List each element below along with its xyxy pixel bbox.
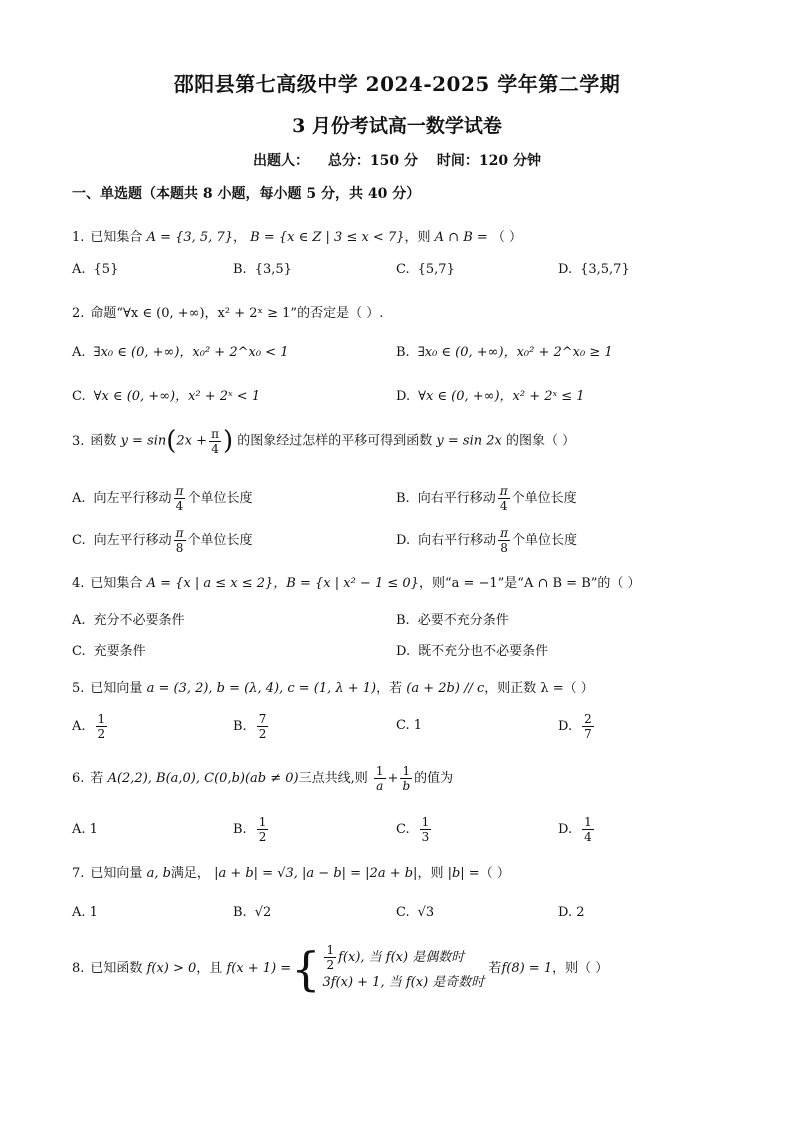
math-text: ，且 bbox=[196, 961, 223, 976]
math-text: C. bbox=[72, 533, 86, 548]
math-text: a, b bbox=[146, 866, 171, 881]
math-text: π bbox=[500, 526, 508, 540]
exam-title-subject: 3 月份考试高一数学试卷 bbox=[292, 115, 502, 137]
math-text: 3f(x) + 1, 当 f(x) 是奇数时 bbox=[322, 975, 485, 990]
math-text: 向左平行移动 bbox=[93, 491, 172, 506]
math-text: 个单位长度 bbox=[187, 533, 253, 548]
math-text bbox=[322, 943, 484, 972]
math-text: 1 bbox=[584, 815, 592, 829]
math-text: C. bbox=[72, 644, 86, 659]
math-text: 已知向量 bbox=[90, 681, 143, 696]
math-text: 4 bbox=[499, 499, 508, 513]
q5-option-a[interactable] bbox=[72, 712, 109, 741]
math-text: 已知向量 bbox=[90, 866, 143, 881]
math-text: 2 bbox=[326, 958, 335, 972]
math-text bbox=[96, 712, 108, 741]
math-text: 3. bbox=[72, 433, 85, 449]
intersection-expr: A ∩ B = bbox=[434, 230, 488, 245]
math-text: A. bbox=[72, 345, 86, 360]
math-text: 已知集合 bbox=[90, 230, 143, 245]
math-text bbox=[498, 526, 510, 555]
math-text: 1 bbox=[258, 815, 267, 829]
math-text: y = sin bbox=[120, 433, 167, 449]
math-text: 4 bbox=[584, 830, 592, 844]
math-text: ，若 bbox=[376, 681, 403, 696]
math-text: 必要不充分条件 bbox=[417, 613, 509, 628]
math-text: 2 bbox=[258, 727, 267, 741]
math-text: A. bbox=[72, 262, 86, 277]
math-text: ∃x₀ ∈ (0, +∞)，x₀² + 2^x₀ ≥ 1 bbox=[417, 345, 613, 360]
math-text: 8 bbox=[500, 541, 508, 555]
math-text: D. bbox=[396, 389, 411, 404]
q3-option-b[interactable] bbox=[396, 484, 577, 513]
math-text: 8 bbox=[175, 541, 184, 555]
math-text: 向左平行移动 bbox=[93, 533, 172, 548]
math-text: A(2,2), B(a,0), C(0,b)(ab ≠ 0) bbox=[107, 771, 299, 786]
math-text: B. bbox=[396, 345, 410, 360]
q7-option-d[interactable] bbox=[558, 905, 585, 920]
math-text: ( bbox=[166, 426, 177, 456]
q4-option-b[interactable] bbox=[396, 609, 509, 628]
math-text: A. 1 bbox=[72, 905, 98, 920]
math-text: 已知函数 bbox=[90, 961, 143, 976]
question-2 bbox=[72, 302, 383, 321]
math-text bbox=[498, 484, 510, 513]
math-text: 1 bbox=[400, 764, 412, 779]
pi-over-4 bbox=[209, 427, 221, 456]
math-text: ，则正数 λ =（ ） bbox=[484, 681, 594, 696]
math-text bbox=[174, 526, 186, 555]
math-text: (a + 2b) // c bbox=[406, 681, 485, 696]
math-text: C. bbox=[396, 822, 410, 837]
math-text: 2 bbox=[258, 830, 267, 844]
math-text: ， bbox=[233, 230, 247, 245]
math-text: 的图象（ ） bbox=[506, 433, 576, 449]
math-text: 1 bbox=[97, 712, 106, 726]
math-text: 7 bbox=[258, 712, 267, 726]
math-text: 2 bbox=[97, 727, 106, 741]
math-text: |b| = bbox=[447, 866, 480, 881]
q4-option-d[interactable] bbox=[396, 640, 548, 659]
math-text: 2. bbox=[72, 306, 85, 321]
q5-option-b[interactable] bbox=[233, 712, 270, 741]
math-text bbox=[420, 815, 432, 844]
math-text: （ ） bbox=[479, 866, 510, 881]
math-text: C. bbox=[396, 905, 410, 920]
math-text: D. bbox=[396, 533, 411, 548]
math-text: |a + b| = √3, |a − b| = |2a + b| bbox=[214, 866, 418, 881]
math-text: {5,7} bbox=[417, 262, 455, 277]
math-text: 6. bbox=[72, 771, 85, 786]
math-text: 4. bbox=[72, 576, 85, 591]
exam-title-school: 邵阳县第七高级中学 2024-2025 学年第二学期 bbox=[173, 72, 621, 96]
math-text: 向右平行移动 bbox=[417, 491, 496, 506]
piecewise-cases bbox=[322, 943, 484, 994]
math-text: ，则（ ） bbox=[552, 961, 609, 976]
setter-label: 出题人： bbox=[253, 153, 310, 169]
math-text: B. bbox=[233, 719, 247, 734]
q1-option-d[interactable] bbox=[558, 262, 630, 277]
q3-option-c[interactable] bbox=[72, 526, 253, 555]
math-text: A. bbox=[72, 491, 86, 506]
math-text: y = sin 2x bbox=[436, 433, 502, 449]
math-text: 5. bbox=[72, 681, 85, 696]
question-6 bbox=[72, 764, 453, 793]
math-text: π bbox=[499, 484, 508, 498]
math-text: D. bbox=[558, 822, 573, 837]
math-text: ∀x ∈ (0, +∞)，x² + 2ˣ ≤ 1 bbox=[418, 389, 585, 404]
math-text: 1. bbox=[72, 230, 85, 245]
math-text: 若 bbox=[90, 771, 104, 786]
set-a: A = {3, 5, 7} bbox=[146, 230, 233, 245]
q7-option-c[interactable] bbox=[396, 905, 434, 920]
math-text: ，则“a = −1”是“A ∩ B = B”的（ ） bbox=[418, 576, 641, 591]
q3-option-a[interactable] bbox=[72, 484, 252, 513]
math-text: 3 bbox=[421, 830, 430, 844]
math-text: {3,5,7} bbox=[580, 262, 630, 277]
math-text: ，则 bbox=[417, 866, 444, 881]
q6-option-c[interactable] bbox=[396, 815, 433, 844]
math-text: 已知集合 bbox=[90, 576, 143, 591]
math-text: a bbox=[376, 779, 384, 793]
math-text bbox=[324, 943, 336, 972]
math-text: A. bbox=[72, 613, 86, 628]
math-text: 1 bbox=[326, 943, 335, 957]
math-text: 4 bbox=[211, 441, 219, 456]
q1-option-b[interactable] bbox=[233, 262, 292, 277]
math-text: { bbox=[291, 941, 321, 996]
q2-option-b[interactable] bbox=[396, 341, 613, 360]
math-text bbox=[582, 815, 594, 844]
question-4 bbox=[72, 572, 641, 591]
q4-option-c[interactable] bbox=[72, 640, 146, 659]
math-text: b bbox=[402, 779, 411, 793]
math-text: D. 2 bbox=[558, 905, 585, 920]
math-text: C. 1 bbox=[396, 718, 423, 733]
math-text: 7 bbox=[584, 727, 592, 741]
math-text: {5} bbox=[93, 262, 119, 277]
question-3 bbox=[72, 426, 575, 456]
math-text: A = {x | a ≤ x ≤ 2} bbox=[146, 576, 274, 591]
question-5 bbox=[72, 677, 594, 696]
math-text: f(x + 1) = bbox=[226, 961, 292, 976]
math-text: D. bbox=[558, 262, 573, 277]
exam-meta bbox=[0, 150, 794, 170]
math-text: 7. bbox=[72, 866, 85, 881]
math-text: ∃x₀ ∈ (0, +∞)，x₀² + 2^x₀ < 1 bbox=[93, 345, 289, 360]
question-8 bbox=[72, 943, 608, 994]
q7-option-b[interactable] bbox=[233, 905, 271, 920]
math-text: 既不充分也不必要条件 bbox=[418, 644, 549, 659]
math-text: π bbox=[175, 484, 184, 498]
math-text: 充要条件 bbox=[93, 644, 146, 659]
math-text bbox=[174, 484, 186, 513]
math-text: D. bbox=[558, 719, 573, 734]
math-text: 1 bbox=[375, 764, 384, 778]
math-text: a = (3, 2), b = (λ, 4), c = (1, λ + 1) bbox=[146, 681, 377, 696]
math-text: 函数 bbox=[90, 433, 117, 449]
math-text: 向右平行移动 bbox=[418, 533, 497, 548]
math-text: ，则 bbox=[404, 230, 431, 245]
math-text: B. bbox=[396, 613, 410, 628]
math-text: 4 bbox=[175, 499, 184, 513]
q6-option-a[interactable] bbox=[72, 822, 98, 837]
math-text: f(x), 当 f(x) 是偶数时 bbox=[338, 950, 465, 965]
q7-option-a[interactable] bbox=[72, 905, 98, 920]
q6-option-d[interactable] bbox=[558, 815, 596, 844]
q2-option-a[interactable] bbox=[72, 341, 288, 360]
q1-option-c[interactable] bbox=[396, 262, 455, 277]
q2-option-c[interactable] bbox=[72, 385, 260, 404]
math-text bbox=[400, 764, 412, 793]
math-text: 的值为 bbox=[414, 771, 454, 786]
math-text: 满足， bbox=[170, 866, 210, 881]
math-text: D. bbox=[396, 644, 411, 659]
math-text: C. bbox=[396, 262, 410, 277]
total-score: 总分：150 分 bbox=[327, 153, 418, 169]
math-text: {3,5} bbox=[254, 262, 292, 277]
q5-option-d[interactable] bbox=[558, 712, 596, 741]
math-text: 2 bbox=[584, 712, 592, 726]
math-text: 1 bbox=[421, 815, 430, 829]
q2-option-d[interactable] bbox=[396, 385, 585, 404]
math-text: + bbox=[387, 771, 399, 786]
q6-option-b[interactable] bbox=[233, 815, 270, 844]
math-text: A. 1 bbox=[72, 822, 98, 837]
math-text: π bbox=[211, 426, 219, 441]
math-text: 个单位长度 bbox=[511, 491, 577, 506]
math-text: B. bbox=[233, 262, 247, 277]
math-text bbox=[257, 815, 269, 844]
math-text bbox=[582, 712, 594, 741]
math-text: B. bbox=[233, 905, 247, 920]
math-text: ，B = {x | x² − 1 ≤ 0} bbox=[273, 576, 419, 591]
math-text: （ ） bbox=[491, 230, 523, 245]
math-text: 三点共线,则 bbox=[298, 771, 368, 786]
math-text: f(8) = 1 bbox=[501, 961, 553, 976]
math-text bbox=[374, 764, 386, 793]
math-text: f(x) > 0 bbox=[146, 961, 197, 976]
math-text: 若 bbox=[488, 961, 502, 976]
math-text: C. bbox=[72, 389, 86, 404]
math-text: 8. bbox=[72, 961, 85, 976]
math-text: √2 bbox=[254, 905, 272, 920]
math-text: B. bbox=[233, 822, 247, 837]
q3-option-d[interactable] bbox=[396, 526, 577, 555]
math-text: 的图象经过怎样的平移可得到函数 bbox=[237, 433, 433, 449]
set-b: B = {x ∈ Z | 3 ≤ x < 7} bbox=[250, 230, 405, 245]
time-limit: 时间：120 分钟 bbox=[436, 153, 541, 169]
math-text: √3 bbox=[417, 905, 435, 920]
q1-option-a[interactable] bbox=[72, 262, 118, 277]
math-text: 个单位长度 bbox=[187, 491, 253, 506]
math-text: π bbox=[175, 526, 184, 540]
q4-option-a[interactable] bbox=[72, 609, 185, 628]
math-text: 命题“∀x ∈ (0, +∞)，x² + 2ˣ ≥ 1”的否定是（ ）. bbox=[90, 306, 384, 321]
q5-option-c[interactable] bbox=[396, 718, 422, 733]
math-text: B. bbox=[396, 491, 410, 506]
math-text bbox=[257, 712, 269, 741]
math-text: ∀x ∈ (0, +∞)，x² + 2ˣ < 1 bbox=[93, 389, 261, 404]
math-text: ) bbox=[222, 426, 234, 456]
math-text: 充分不必要条件 bbox=[93, 613, 185, 628]
math-text: 个单位长度 bbox=[512, 533, 578, 548]
question-1 bbox=[72, 226, 522, 245]
section-heading: 一、单选题（本题共 8 小题，每小题 5 分，共 40 分） bbox=[72, 186, 421, 202]
math-text: 2x + bbox=[176, 433, 208, 449]
question-7 bbox=[72, 862, 510, 881]
math-text: A. bbox=[72, 719, 86, 734]
